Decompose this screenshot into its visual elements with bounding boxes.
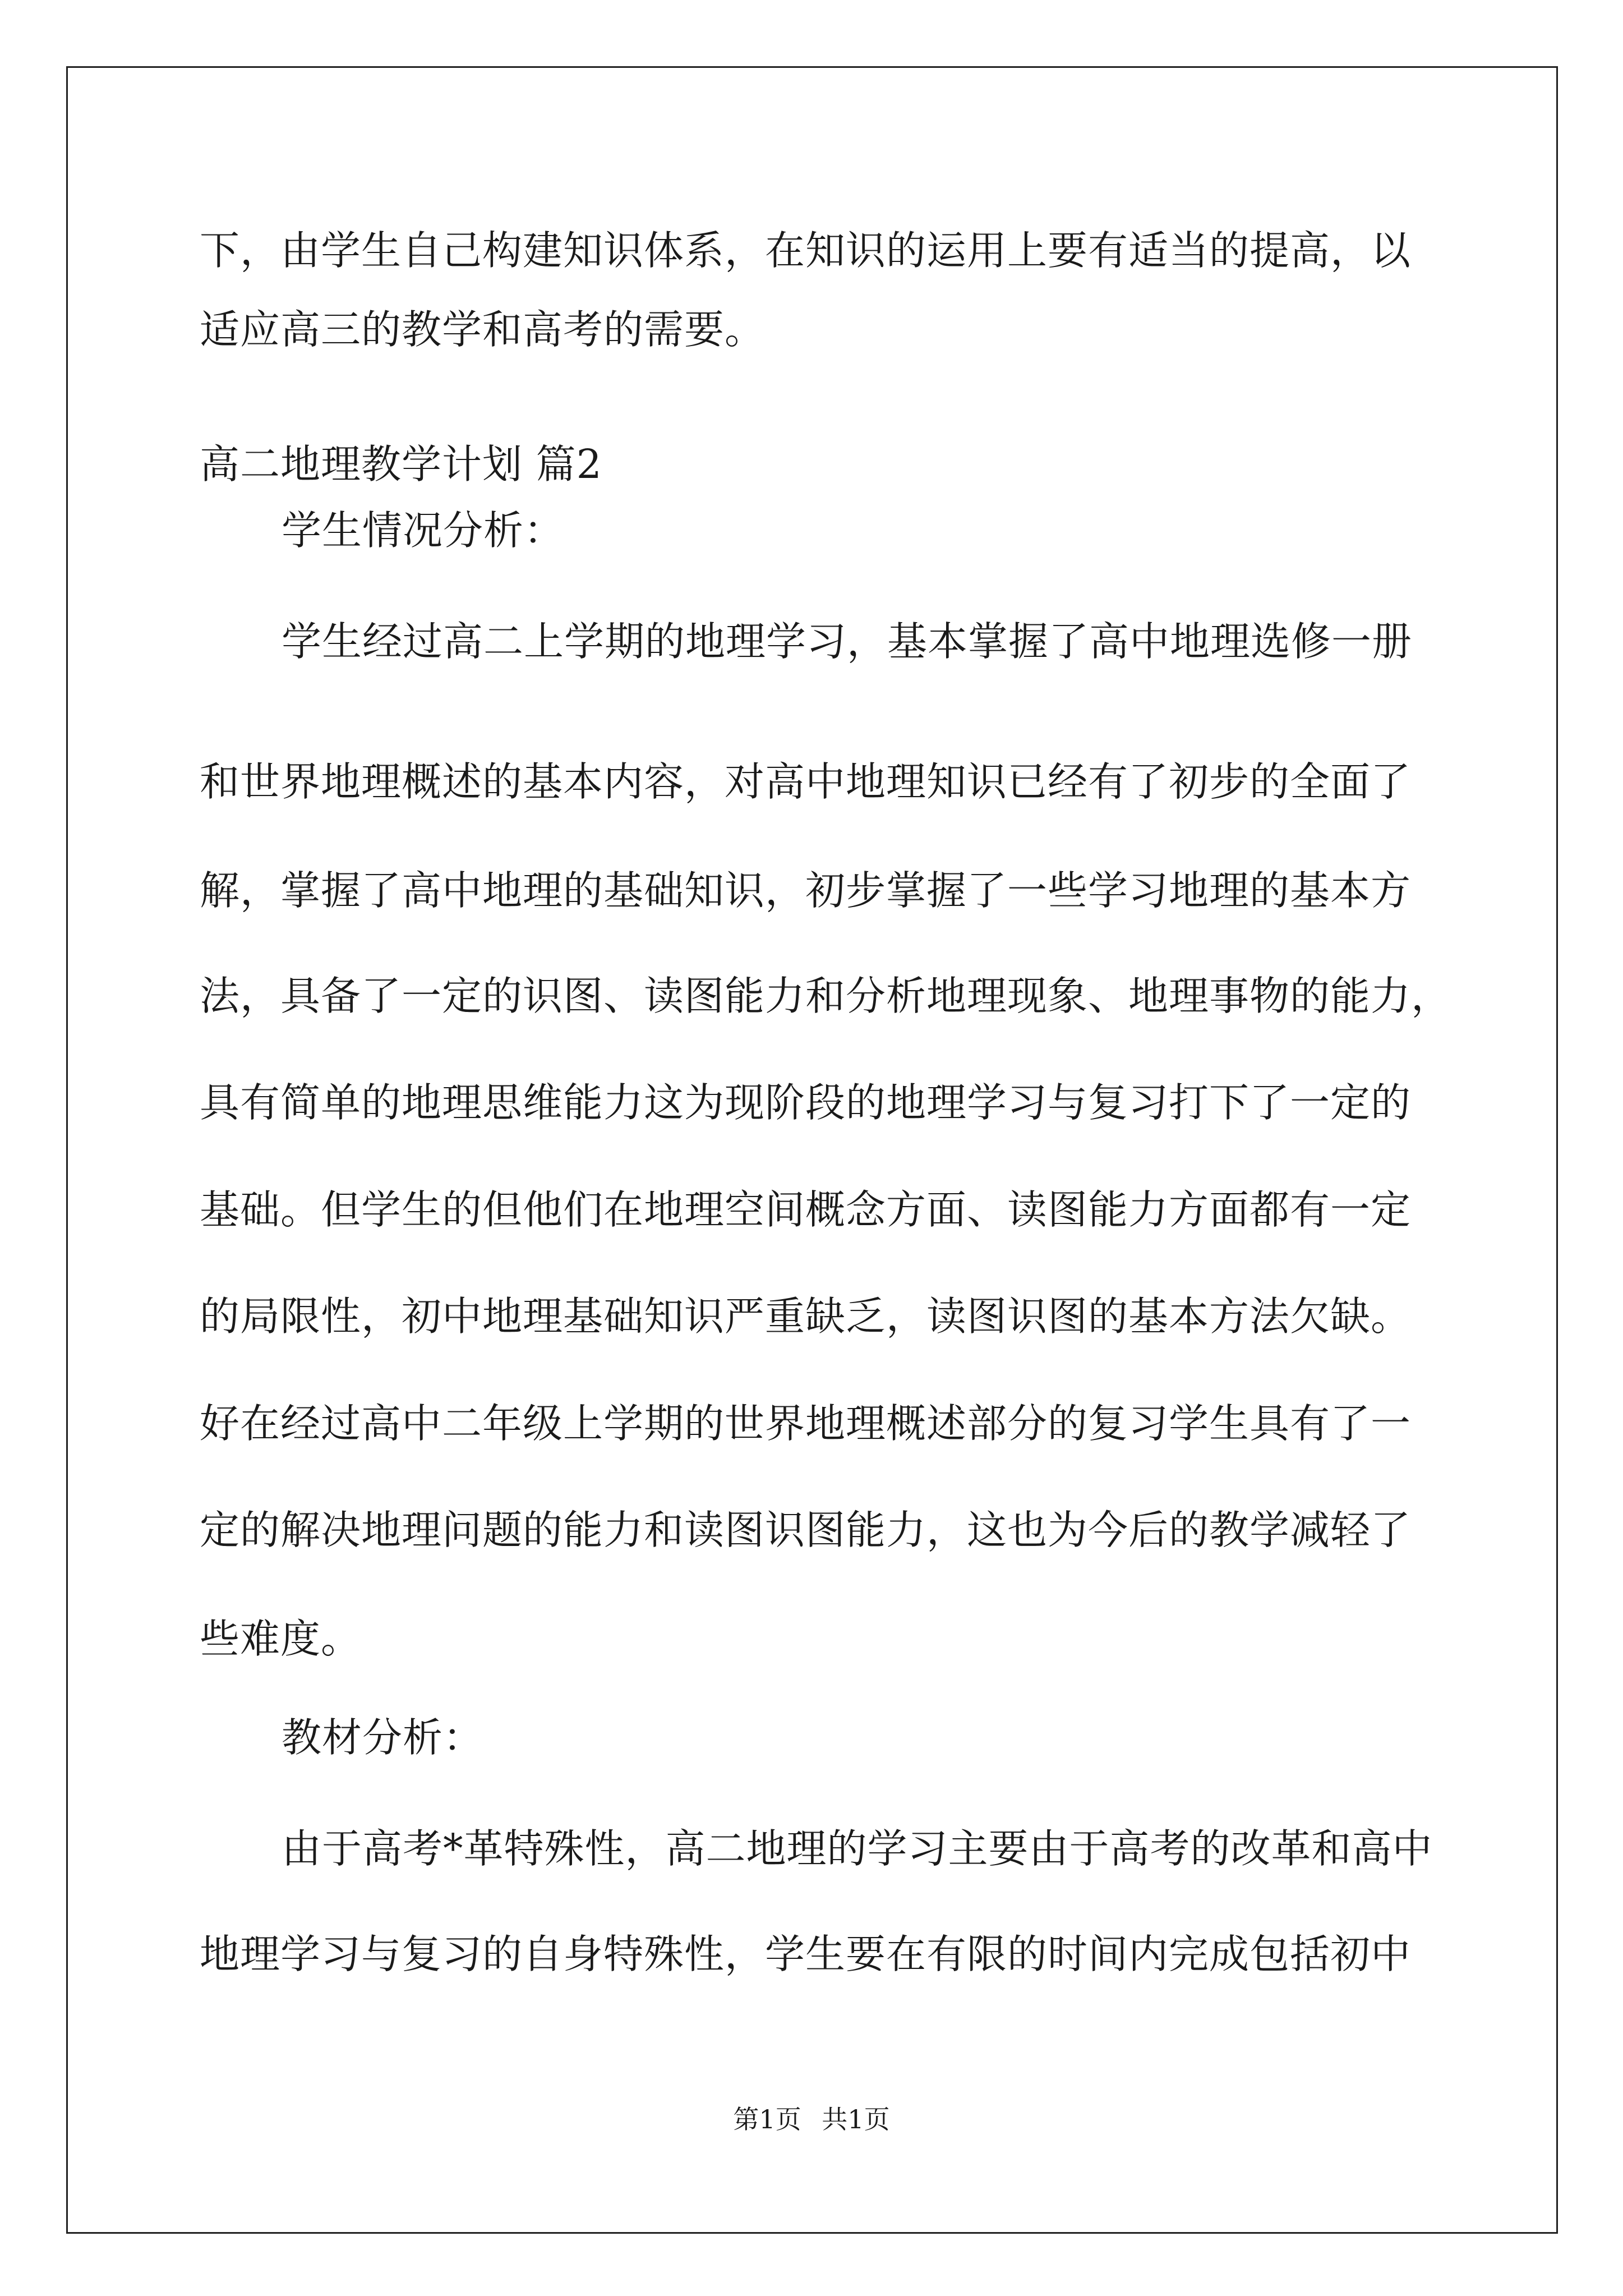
- paragraph-line: 下，由学生自己构建知识体系，在知识的运用上要有适当的提高，以: [200, 227, 1412, 274]
- paragraph-line: 法，具备了一定的识图、读图能力和分析地理现象、地理事物的能力，: [200, 973, 1452, 1019]
- paragraph-line: 解，掌握了高中地理的基础知识，初步掌握了一些学习地理的基本方: [200, 867, 1412, 914]
- page-footer: 第1页 共1页: [733, 2104, 890, 2134]
- paragraph-line: 学生经过高二上学期的地理学习，基本掌握了高中地理选修一册: [282, 618, 1413, 665]
- paragraph-line: 适应高三的教学和高考的需要。: [200, 306, 766, 353]
- subheading-student-analysis: 学生情况分析：: [282, 507, 565, 554]
- section-heading: 高二地理教学计划 篇2: [200, 441, 602, 487]
- paragraph-line: 具有简单的地理思维能力这为现阶段的地理学习与复习打下了一定的: [200, 1079, 1412, 1126]
- subheading-textbook-analysis: 教材分析：: [282, 1714, 484, 1761]
- paragraph-line: 定的解决地理问题的能力和读图识图能力，这也为今后的教学减轻了: [200, 1507, 1412, 1553]
- paragraph-line: 基础。但学生的但他们在地理空间概念方面、读图能力方面都有一定: [200, 1186, 1412, 1233]
- paragraph-line: 地理学习与复习的自身特殊性，学生要在有限的时间内完成包括初中: [200, 1931, 1412, 1977]
- paragraph-line: 些难度。: [200, 1616, 362, 1662]
- page-border: [66, 66, 1558, 2234]
- paragraph-line: 好在经过高中二年级上学期的世界地理概述部分的复习学生具有了一: [200, 1400, 1412, 1447]
- paragraph-line: 的局限性，初中地理基础知识严重缺乏，读图识图的基本方法欠缺。: [200, 1293, 1412, 1340]
- paragraph-line: 和世界地理概述的基本内容，对高中地理知识已经有了初步的全面了: [200, 758, 1412, 805]
- paragraph-line: 由于高考*革特殊性，高二地理的学习主要由于高考的改革和高中: [282, 1825, 1433, 1872]
